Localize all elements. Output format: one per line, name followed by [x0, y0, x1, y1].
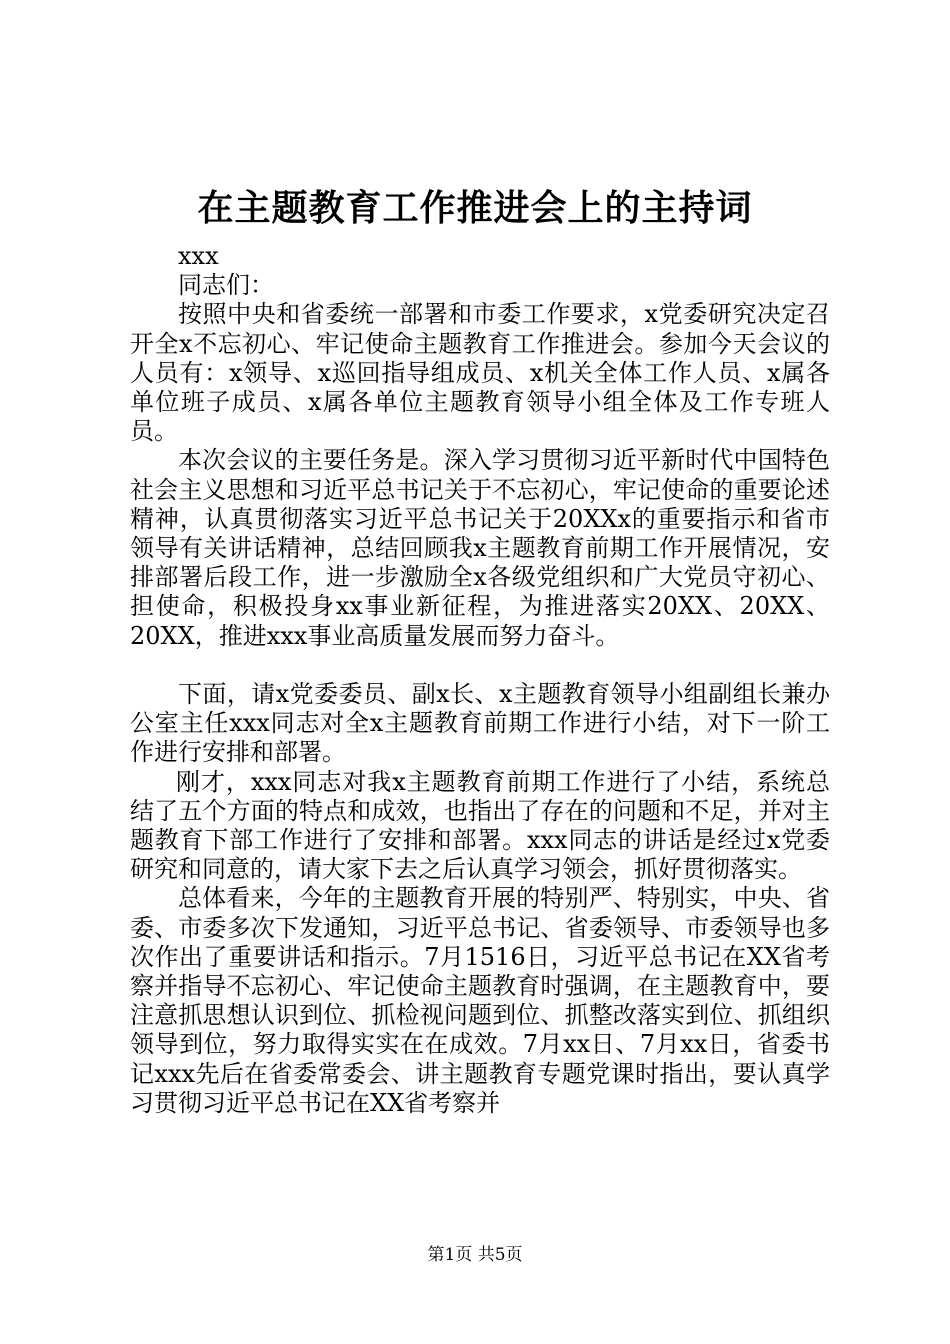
body-paragraph: 下面，请x党委委员、副x长、x主题教育领导小组副组长兼办公室主任xxx同志对全x主题教育前期工作进行小结，对下一阶工作进行安排和部署。 — [130, 680, 830, 767]
salutation-line: 同志们： — [178, 271, 274, 300]
page-footer: 第1页 共5页 — [427, 1245, 523, 1265]
document-body — [130, 242, 830, 1118]
body-paragraph: 总体看来，今年的主题教育开展的特别严、特别实，中央、省委、市委多次下发通知，习近平总书记、省委领导、市委领导也多次作出了重要讲话和指示。7月1516日，习近平总书记在XX省考察并指导不忘初心、牢记使命主题教育时强调，在主题教育中，要注意抓思想认识到位、抓检视问题到位、抓整改落实到位、抓组织领导到位，努力取得实实在在成效。7月xx日、7月xx日，省委书记xxx先后在省委常委会、讲主题教育专题党课时指出，要认真学习贯彻习近平总书记在XX省考察并 — [130, 884, 830, 1117]
body-paragraph: 本次会议的主要任务是。深入学习贯彻习近平新时代中国特色社会主义思想和习近平总书记关于不忘初心，牢记使命的重要论述精神，认真贯彻落实习近平总书记关于20XXx的重要指示和省市领导有关讲话精神，总结回顾我x主题教育前期工作开展情况，安排部署后段工作，进一步激励全x各级党组织和广大党员守初心、担使命，积极投身xx事业新征程，为推进落实20XX、20XX、20XX，推进xxx事业高质量发展而努力奋斗。 — [130, 446, 830, 650]
document-title: 在主题教育工作推进会上的主持词 — [197, 187, 753, 229]
body-paragraph: 按照中央和省委统一部署和市委工作要求，x党委研究决定召开全x不忘初心、牢记使命主题教育工作推进会。参加今天会议的人员有：x领导、x巡回指导组成员、x机关全体工作人员、x属各单位班子成员、x属各单位主题教育领导小组全体及工作专班人员。 — [130, 300, 830, 446]
body-paragraph: 刚才，xxx同志对我x主题教育前期工作进行了小结，系统总结了五个方面的特点和成效，也指出了存在的问题和不足，并对主题教育下部工作进行了安排和部署。xxx同志的讲话是经过x党委研究和同意的，请大家下去之后认真学习领会，抓好贯彻落实。 — [130, 767, 830, 884]
paragraph-spacer — [130, 651, 830, 680]
author-line: xxx — [178, 242, 219, 270]
